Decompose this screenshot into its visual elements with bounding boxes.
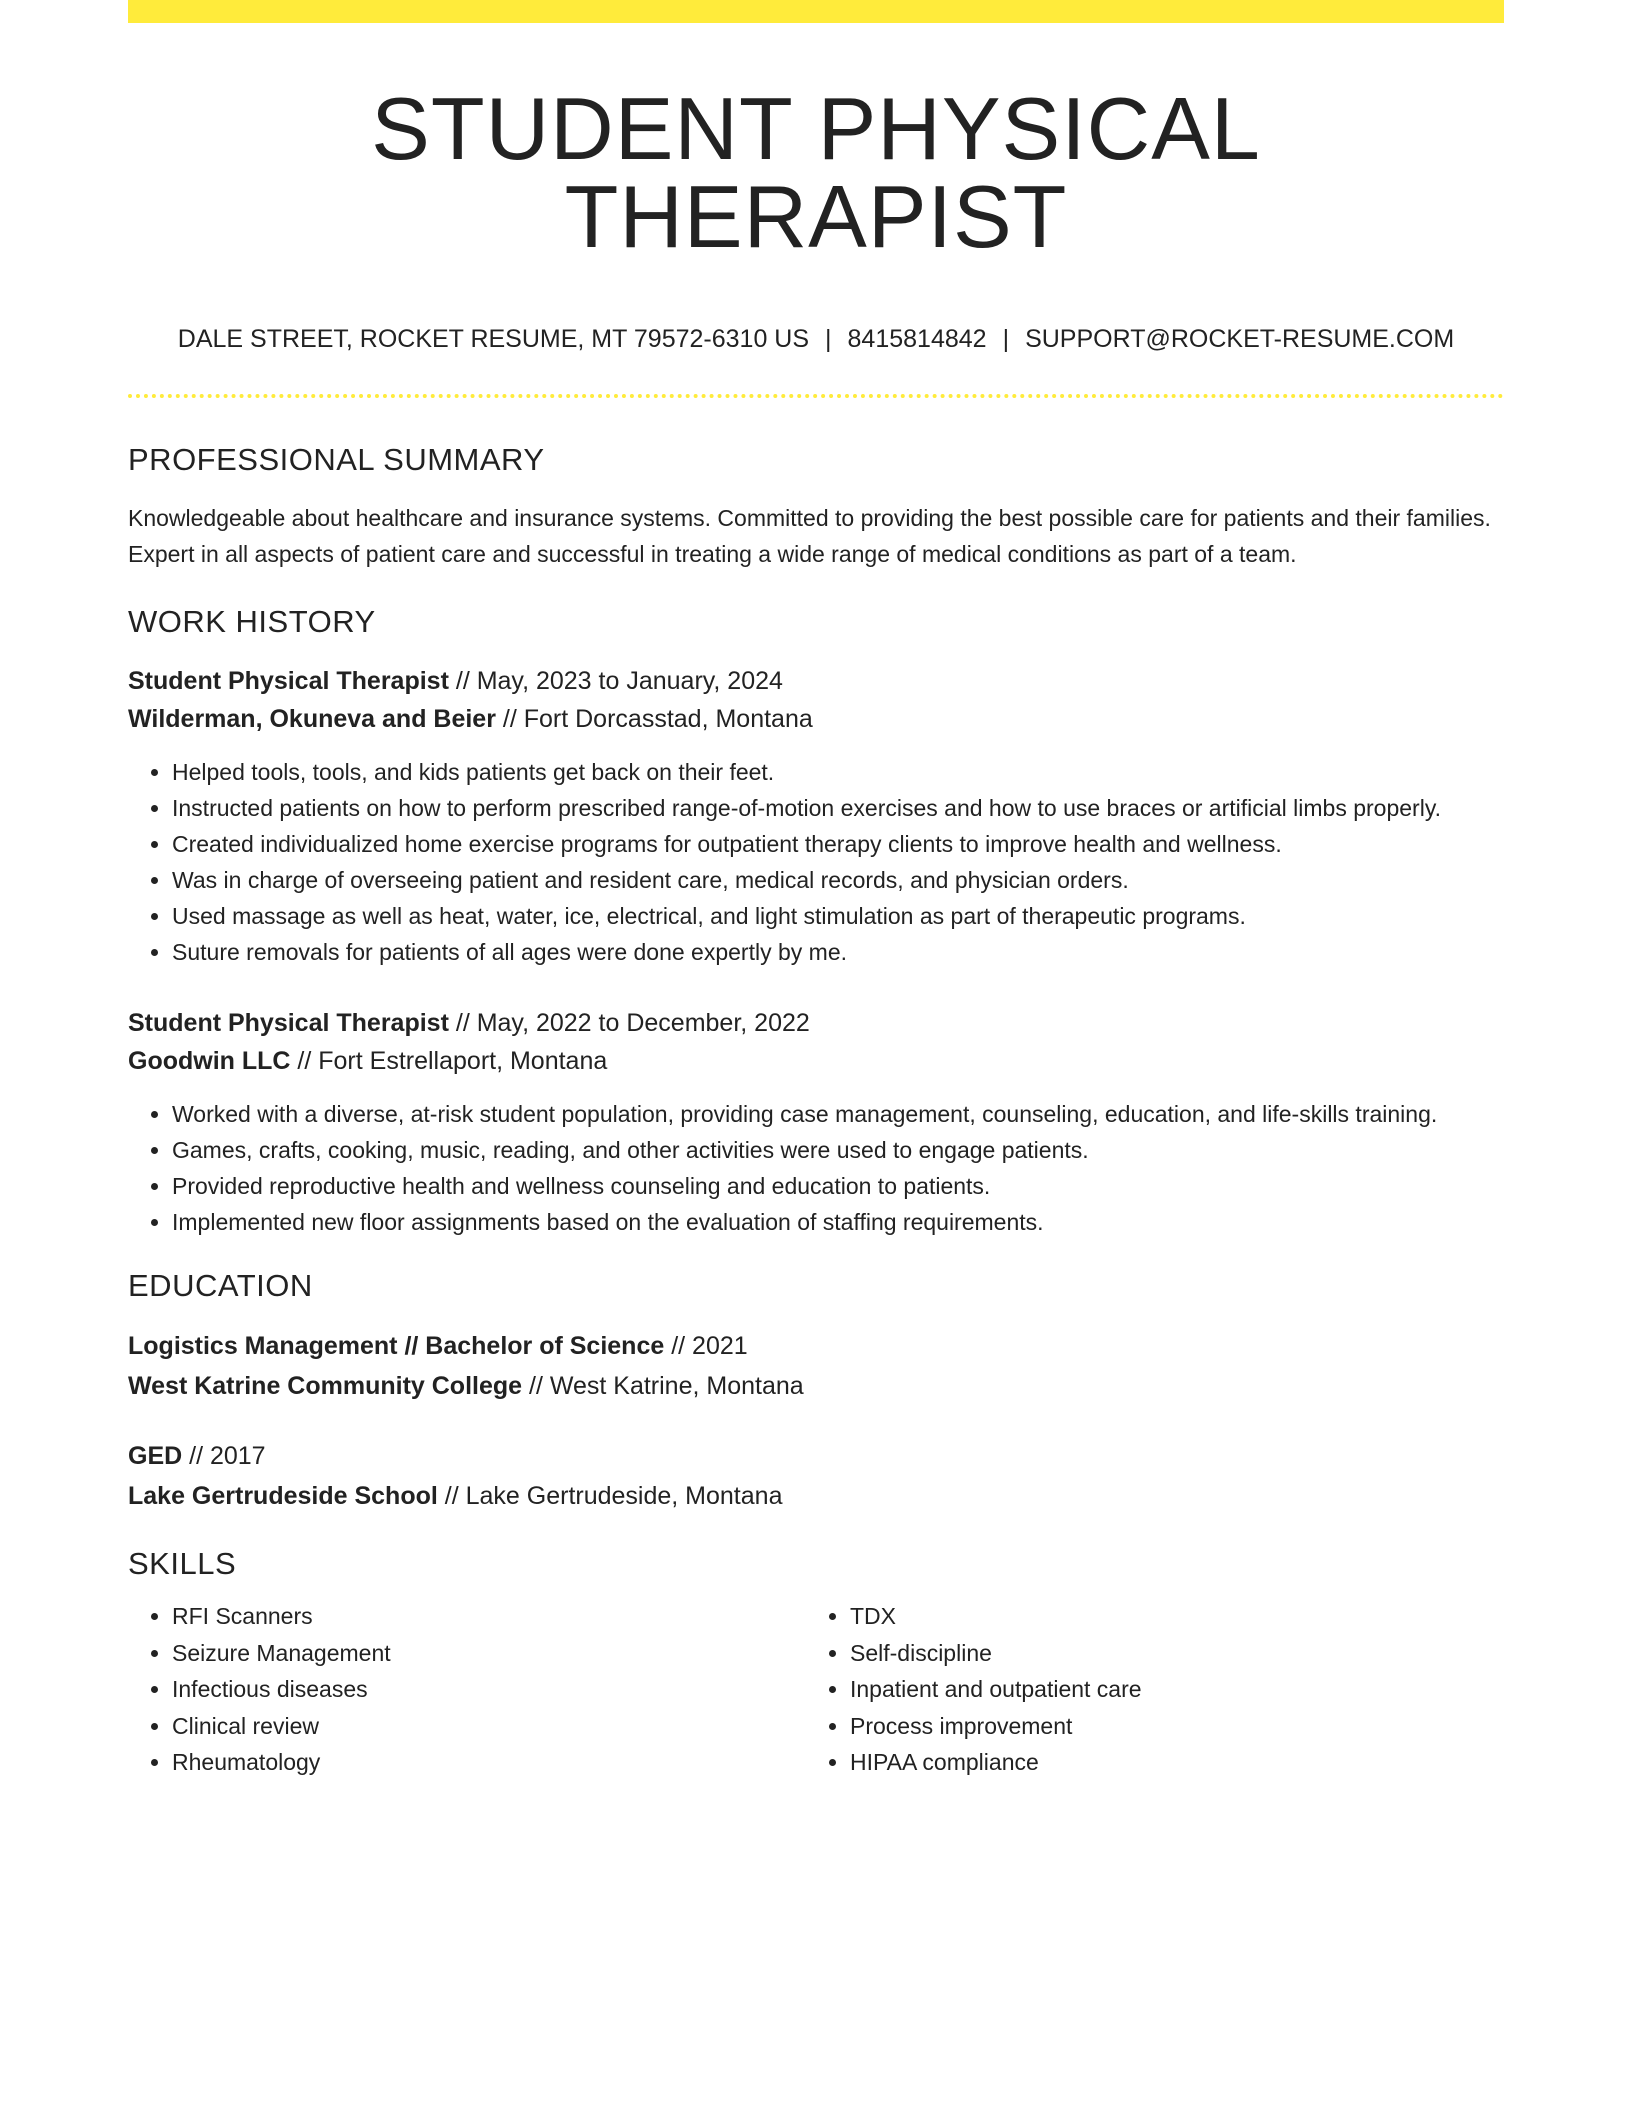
list-item: • Provided reproductive health and wellness counseling and education to patients. — [172, 1168, 1504, 1204]
summary-heading: PROFESSIONAL SUMMARY — [128, 442, 545, 477]
contact-separator: | — [825, 325, 832, 353]
skills-column-left — [128, 1598, 806, 1781]
work-history-heading: WORK HISTORY — [128, 604, 376, 639]
skills-column-right — [806, 1598, 1484, 1781]
page-title: STUDENT PHYSICAL THERAPIST — [371, 79, 1261, 266]
education-degree: GED — [128, 1442, 183, 1470]
job-dates: // May, 2022 to December, 2022 — [448, 1009, 810, 1037]
education-degree: Logistics Management // Bachelor of Science — [128, 1332, 665, 1360]
education-entry — [128, 1326, 1504, 1406]
education-year: // 2017 — [182, 1442, 266, 1470]
summary-text: Knowledgeable about healthcare and insurance systems. Committed to providing the best possible care for patients and their families. Expert in all aspects of patient care and successful in treating a wide range of medical conditions as part of a team. — [128, 505, 1491, 567]
list-item: • Rheumatology — [172, 1744, 806, 1781]
contact-separator: | — [1002, 325, 1010, 353]
list-item: • Clinical review — [172, 1708, 806, 1745]
list-item: • Inpatient and outpatient care — [850, 1671, 1484, 1708]
list-item: • Created individualized home exercise programs for outpatient therapy clients to improve health and wellness. — [172, 826, 1504, 862]
list-item: • Process improvement — [850, 1708, 1484, 1745]
job-location: // Fort Dorcasstad, Montana — [495, 705, 813, 733]
education-entry — [128, 1436, 1504, 1516]
list-item: • Helped tools, tools, and kids patients get back on their feet. — [172, 754, 1504, 790]
job-title-line — [128, 1004, 1504, 1042]
job-bullets — [128, 754, 1504, 970]
skills-grid — [128, 1598, 1504, 1781]
list-item: • Worked with a diverse, at-risk student population, providing case management, counseling, education, and life-skills training. — [172, 1096, 1504, 1132]
list-item: • HIPAA compliance — [850, 1744, 1484, 1781]
contact-email: SUPPORT@ROCKET-RESUME.COM — [1025, 325, 1455, 353]
list-item: • Seizure Management — [172, 1635, 806, 1672]
list-item: • Infectious diseases — [172, 1671, 806, 1708]
list-item: • Implemented new floor assignments based on the evaluation of staffing requirements. — [172, 1204, 1504, 1240]
education-school-line — [128, 1366, 1504, 1406]
list-item: • Self-discipline — [850, 1635, 1484, 1672]
job-company: Wilderman, Okuneva and Beier — [128, 705, 496, 733]
contact-address: DALE STREET, ROCKET RESUME, MT 79572-6310 US — [177, 325, 810, 353]
education-location: // Lake Gertrudeside, Montana — [437, 1482, 783, 1510]
job-role: Student Physical Therapist — [128, 1009, 449, 1037]
education-school: Lake Gertrudeside School — [128, 1482, 438, 1510]
job-bullets — [128, 1096, 1504, 1240]
skills-heading: SKILLS — [128, 1546, 237, 1581]
education-year: // 2021 — [664, 1332, 748, 1360]
job-location: // Fort Estrellaport, Montana — [290, 1047, 608, 1075]
contact-phone: 8415814842 — [847, 325, 987, 353]
job-role: Student Physical Therapist — [128, 667, 449, 695]
list-item: • RFI Scanners — [172, 1598, 806, 1635]
education-heading: EDUCATION — [128, 1268, 313, 1303]
contact-line — [128, 325, 1504, 354]
list-item: • TDX — [850, 1598, 1484, 1635]
resume-page — [128, 0, 1504, 1781]
education-location: // West Katrine, Montana — [522, 1372, 804, 1400]
job-company-line — [128, 1042, 1504, 1080]
list-item: • Was in charge of overseeing patient and resident care, medical records, and physician orders. — [172, 862, 1504, 898]
job-dates: // May, 2023 to January, 2024 — [448, 667, 783, 695]
header-divider — [128, 394, 1504, 398]
list-item: • Instructed patients on how to perform prescribed range-of-motion exercises and how to use braces or artificial limbs properly. — [172, 790, 1504, 826]
education-school-line — [128, 1476, 1504, 1516]
job-title-line — [128, 662, 1504, 700]
top-accent-bar — [128, 0, 1504, 23]
education-school: West Katrine Community College — [128, 1372, 523, 1400]
education-degree-line — [128, 1436, 1504, 1476]
list-item: • Suture removals for patients of all ages were done expertly by me. — [172, 934, 1504, 970]
job-entry — [128, 1004, 1504, 1240]
job-company-line — [128, 700, 1504, 738]
education-degree-line — [128, 1326, 1504, 1366]
job-entry — [128, 662, 1504, 970]
list-item: • Used massage as well as heat, water, ice, electrical, and light stimulation as part of therapeutic programs. — [172, 898, 1504, 934]
list-item: • Games, crafts, cooking, music, reading, and other activities were used to engage patients. — [172, 1132, 1504, 1168]
job-company: Goodwin LLC — [128, 1047, 291, 1075]
